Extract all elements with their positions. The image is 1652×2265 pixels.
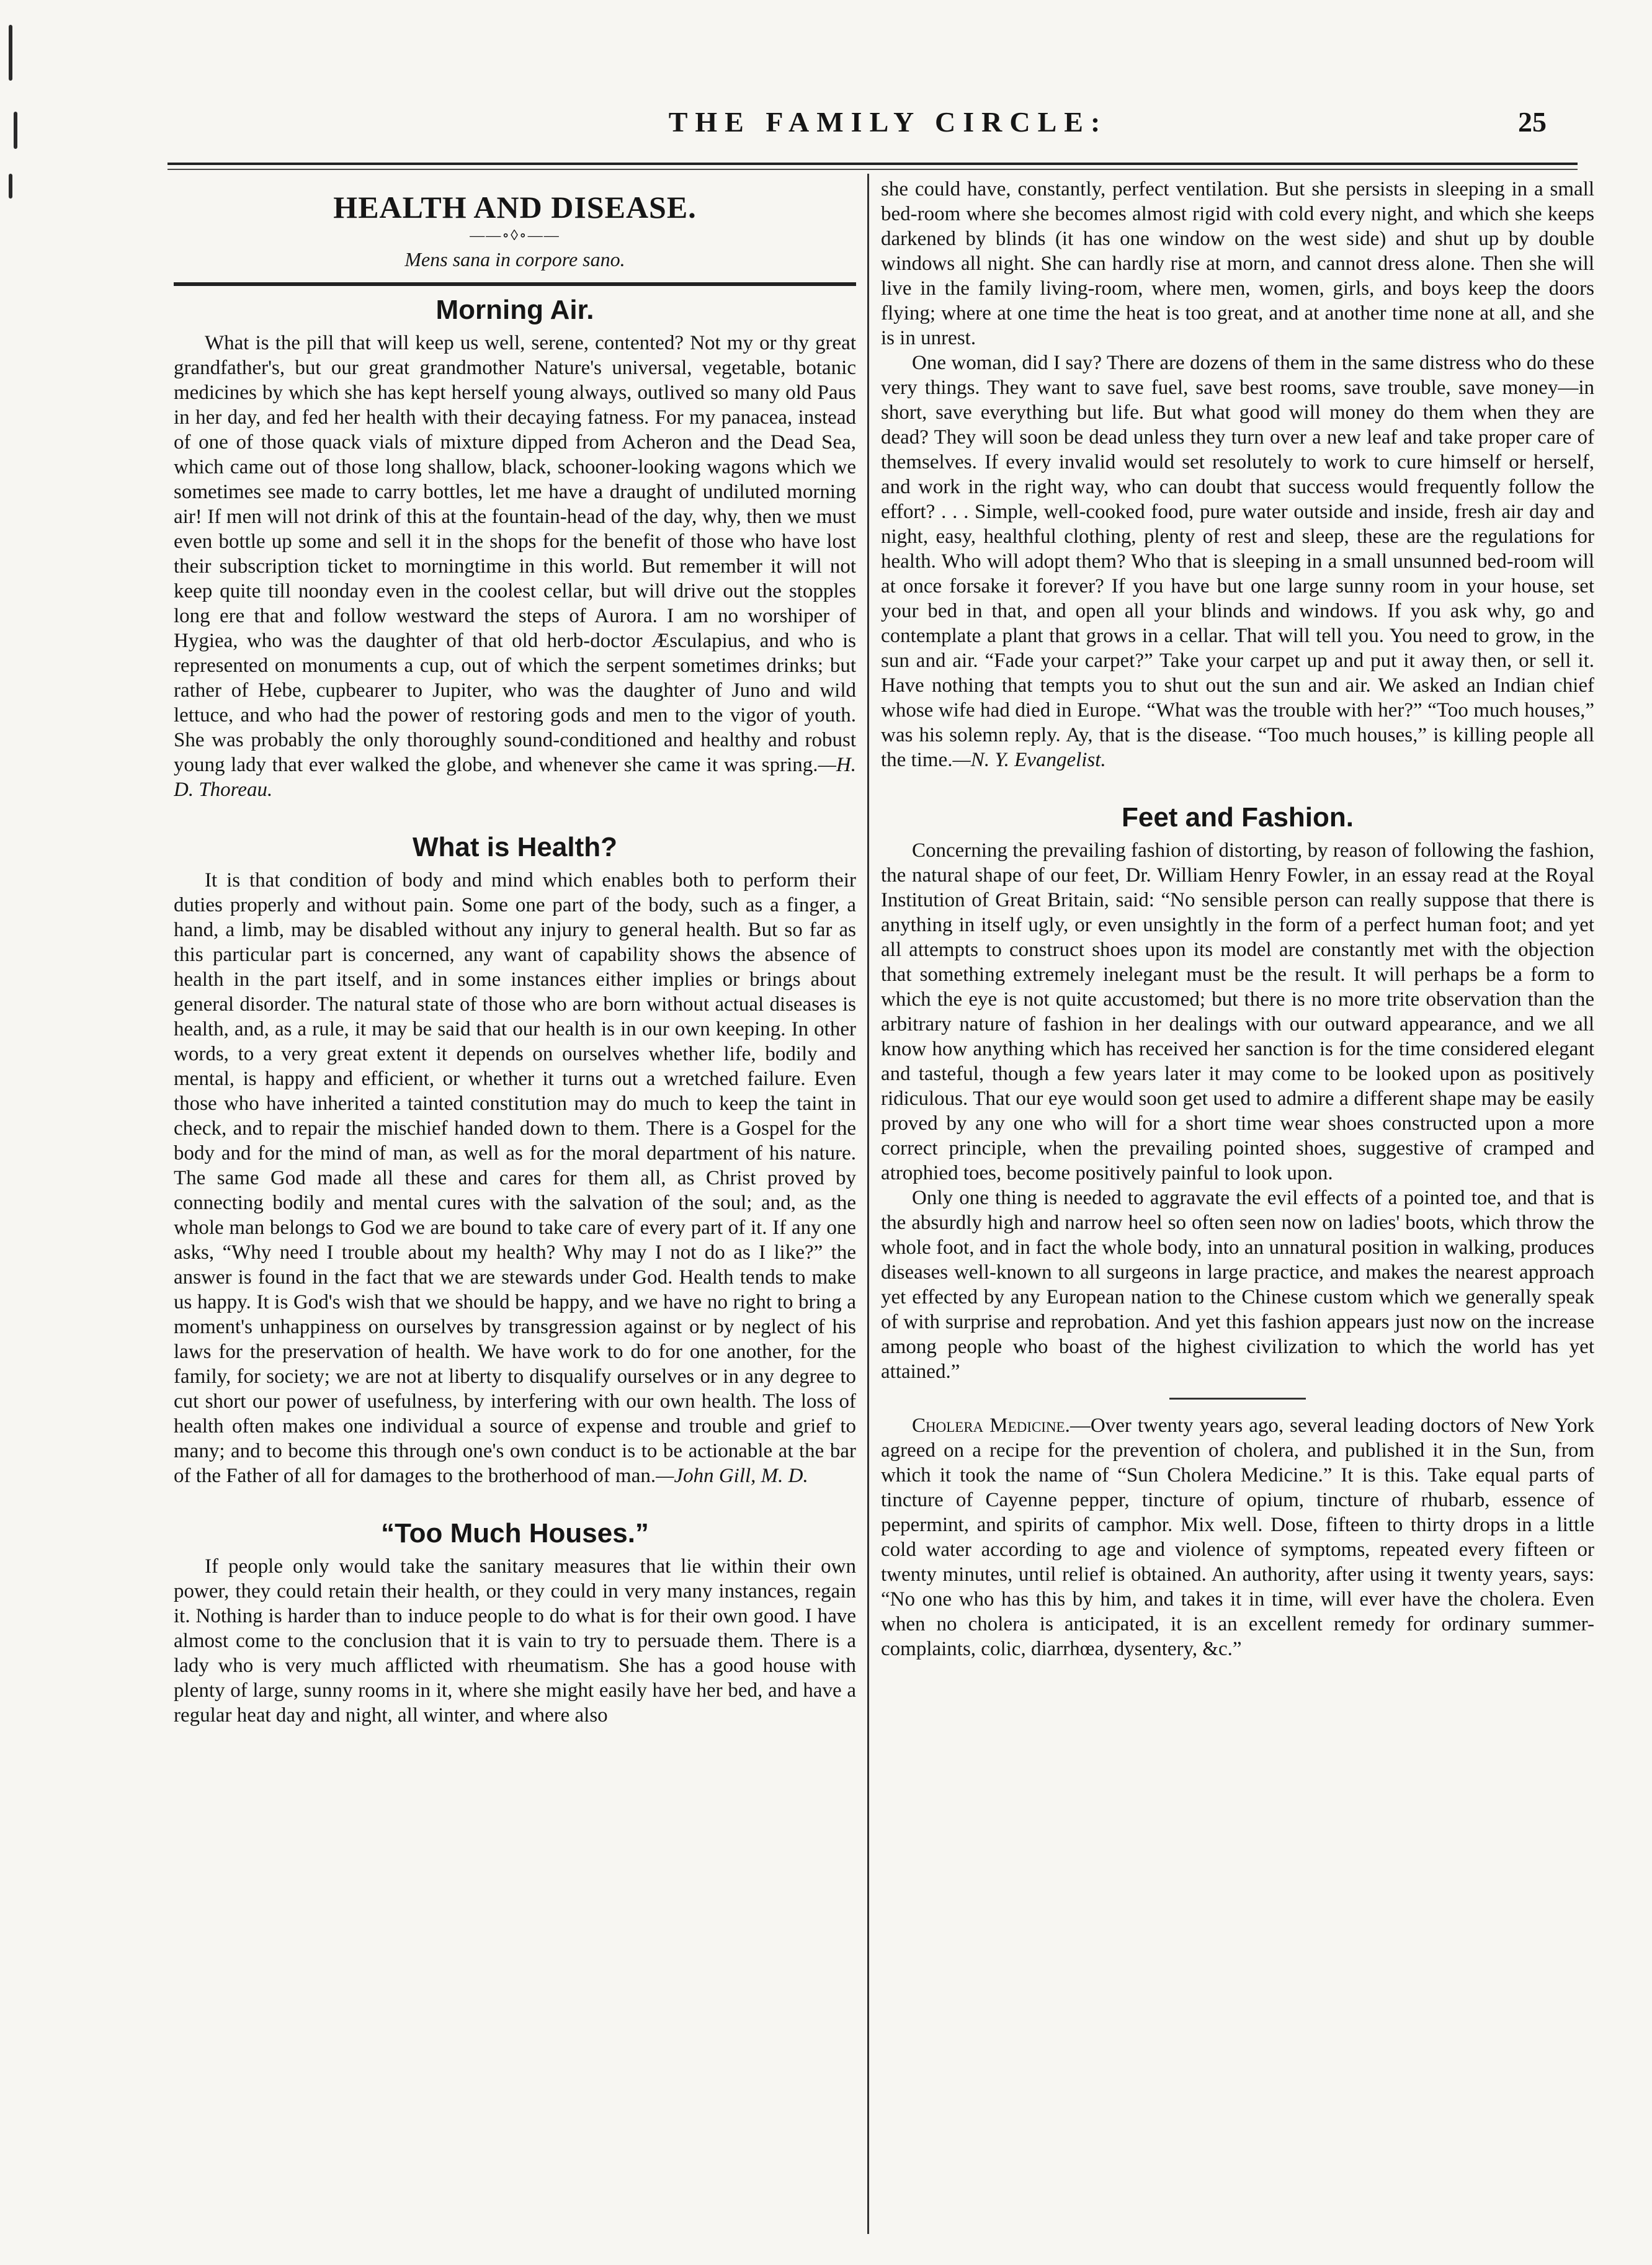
article-body: If people only would take the sanitary measures that lie within their own power, they could retain their health, or they could in very many instances, regain it. Nothing is harder than to induce people to do what is for their own good. I have almost come to the conclusion that it is vain to try to persuade them. There is a lady who is very much afflicted with rheumatism. She has a good house with plenty of large, sunny rooms in it, where she might easily have her bed, and have a regular heat day and night, all winter, and where also [174, 1555, 856, 1727]
article-body: Cholera Medicine.—Over twenty years ago, several leading doctors of New York agreed on a recipe for the prevention of cholera, and published it in the Sun, from which it took the name of “Sun Cholera Medicine.” It is this. Take equal parts of tincture of Cayenne pepper, tincture of opium, tincture of rhubarb, essence of pepermint, and spirits of camphor. Mix well. Dose, fifteen to thirty drops in a little cold water according to age and violence of symptoms, repeated every fifteen or twenty minutes, until relief is obtained. An authority, after using it twenty years, says: “No one who has this by him, and takes it in time, will ever have the cholera. Even when no cholera is anticipated, it is an excellent remedy for ordinary summer-complaints, colic, diarrhœa, dysentery, &c.” [881, 1414, 1594, 1660]
column-divider [867, 174, 869, 2234]
article-body: It is that condition of body and mind which enables both to perform their duties properly and without pain. Some one part of the body, such as a finger, a hand, a limb, may be disabled without any injury to general health. But so far as this particular part is concerned, any want of capability shows the absence of health in the part itself, and in some instances either implies or brings about general disorder. The natural state of those who are born without actual diseases is health, and, as a rule, it may be said that our health is in our own keeping. In other words, to a very great extent it depends on ourselves whether life, bodily and mental, is happy and efficient, or whether it turns out a wretched failure. Even those who have inherited a tainted constitution may do much to keep the taint in check, and to repair the mischief handed down to them. There is a Gospel for the body and for the mind of man, as well as for the moral department of his nature. The same God made all these and cares for them all, as Christ proved by connecting bodily and mental cures with the salvation of the soul; and, as the whole man belongs to God we are bound to take care of every part of it. If any one asks, “Why need I trouble about my health? Why may I not do as I like?” the answer is found in the fact that we are stewards under God. Health tends to make us happy. It is God's wish that we should be happy, and we have no right to bring a moment's unhappiness on ourselves by transgression against or by neglect of his laws for the preservation of health. We have work to do for one another, for the family, for society; we are not at liberty to disqualify ourselves or in any degree to cut short our power of usefulness, by interfering with our own health. The loss of health often makes one individual a source of expense and trouble and grief to many; and to become this through one's own conduct is to be actionable at the bar of the Father of all for damages to the brotherhood of man.—John Gill, M. D. [174, 869, 856, 1487]
article-feet-and-fashion [881, 802, 1594, 1384]
article-body: she could have, constantly, perfect ventilation. But she persists in sleeping in a small bed-room where she becomes almost rigid with cold every night, and which she keeps darkened by blinds (it has one window on the west side) and shut up by double windows all night. She can hardly rise at morn, and cannot dress alone. Then she will live in the family living-room, where men, women, girls, and boys keep the doors flying; where at one time the heat is too great, and at another time none at all, and she is in unrest. [881, 178, 1594, 349]
running-title: THE FAMILY CIRCLE: [668, 106, 1108, 138]
running-head [205, 105, 1571, 149]
department-motto: Mens sana in corpore sano. [404, 248, 625, 270]
run-in-heading: Cholera Medicine. [912, 1414, 1070, 1437]
article-body: What is the pill that will keep us well, serene, contented? Not my or thy great grandfather's, but our great grandmother Nature's universal, vegetable, botanic medicines by which she has kept herself young always, outlived so many old Paus in her day, and fed her health with their decaying fatness. For my panacea, instead of one of those quack vials of mixture dipped from Acheron and the Dead Sea, which came out of those long shallow, black, schooner-looking wagons which we sometimes see made to carry bottles, let me have a draught of undiluted morning air! If men will not drink of this at the fountain-head of the day, why, then we must even bottle up some and sell it in the shops for the benefit of those who have lost their subscription ticket to morningtime in this world. But remember it will not keep quite till noonday even in the coolest cellar, but will drive out the stopples long ere that and follow westward the steps of Aurora. I am no worshiper of Hygiea, who was the daughter of that old herb-doctor Æsculapius, and who is represented on monuments a cup, out of which the serpent sometimes drinks; but rather of Hebe, cupbearer to Jupiter, who was the daughter of Juno and wild lettuce, and who had the power of restoring gods and men to the vigor of youth. She was probably the only thoroughly sound-conditioned and healthy and robust young lady that ever walked the globe, and whenever she came it was spring.—H. D. Thoreau. [174, 332, 856, 801]
article-title: “Too Much Houses.” [381, 1518, 649, 1548]
department-title: HEALTH AND DISEASE. [333, 190, 697, 225]
article-separator [1169, 1398, 1306, 1400]
article-body: Concerning the prevailing fashion of distorting, by reason of following the fashion, the natural shape of our feet, Dr. William Henry Fowler, in an essay read at the Royal Institution of Great Britain, said: “No sensible person can really suppose that there is anything in itself ugly, or even unsightly in the form of a perfect human foot; and yet all attempts to construct shoes upon its model are constantly met with the objection that something extremely inelegant must be the result. It will perhaps be a form to which the eye is not quite accustomed; but there is no more trite observation than the arbitrary nature of fashion in her dealings with our outward appearance, and we all know how anything which has received her sanction is for the time considered elegant and tasteful, though a few years later it may come to be looked upon as positively ridiculous. That our eye would soon get used to admire a different shape may be easily proved by any one who will for a short time wear shoes constructed upon a more correct principle, when the prevailing pointed shoes, suggestive of cramped and atrophied toes, become positively painful to look upon. [881, 839, 1594, 1184]
header-rule-thin [167, 169, 1578, 170]
article-title: Morning Air. [435, 295, 594, 325]
header-rule [167, 163, 1578, 165]
article-too-much-houses-continued [881, 177, 1594, 772]
article-credit: —John Gill, M. D. [656, 1465, 808, 1487]
article-credit: —N. Y. Evangelist. [952, 749, 1106, 771]
article-title: Feet and Fashion. [1121, 802, 1354, 833]
article-title: What is Health? [412, 832, 618, 862]
article-credit: —H. D. Thoreau. [174, 754, 856, 801]
right-column [881, 177, 1594, 2228]
article-morning-air [174, 295, 856, 802]
article-too-much-houses [174, 1518, 856, 1728]
article-what-is-health [174, 832, 856, 1488]
ornament-divider: ——∘◊∘—— [470, 228, 560, 244]
left-column [174, 177, 856, 2228]
section-rule [174, 282, 856, 286]
page-edge-marks [0, 0, 37, 2265]
page-number: 25 [1518, 106, 1547, 138]
article-body: Only one thing is needed to aggravate the evil effects of a pointed toe, and that is the absurdly high and narrow heel so often seen now on ladies' boots, which throw the whole foot, and in fact the whole body, into an unnatural position in walking, produces diseases well-known to all surgeons in large practice, and makes the nearest approach yet effected by any European nation to the Chinese custom which we generally speak of with surprise and reprobation. And yet this fashion appears just now on the increase among people who boast of the highest civilization to which the world has yet attained.” [881, 1187, 1594, 1383]
article-body: One woman, did I say? There are dozens of them in the same distress who do these very things. They want to save fuel, save best rooms, save trouble, save money—in short, save everything but life. But what good will money do them when they are dead? They will soon be dead unless they turn over a new leaf and take proper care of themselves. If every invalid would set resolutely to work to cure himself or herself, and work in the right way, who can doubt that success would frequently follow the effort? . . . Simple, well-cooked food, pure water outside and inside, fresh air day and night, easy, healthful clothing, plenty of rest and sleep, these are the regulations for health. Who will adopt them? Who that is sleeping in a small unsunned bed-room will at once forsake it forever? If you have but one large sunny room in your house, set your bed in that, and open all your blinds and windows. If you ask why, go and contemplate a plant that grows in a cellar. That will tell you. You need to grow, in the sun and air. “Fade your carpet?” Take your carpet up and put it away then, or sell it. Have nothing that tempts you to shut out the sun and air. We asked an Indian chief whose wife had died in Europe. “What was the trouble with her?” “Too much houses,” was his solemn reply. Ay, that is the disease. “Too much houses,” is killing people all the time.—N. Y. Evangelist. [881, 352, 1594, 771]
article-cholera-medicine [881, 1413, 1594, 1661]
